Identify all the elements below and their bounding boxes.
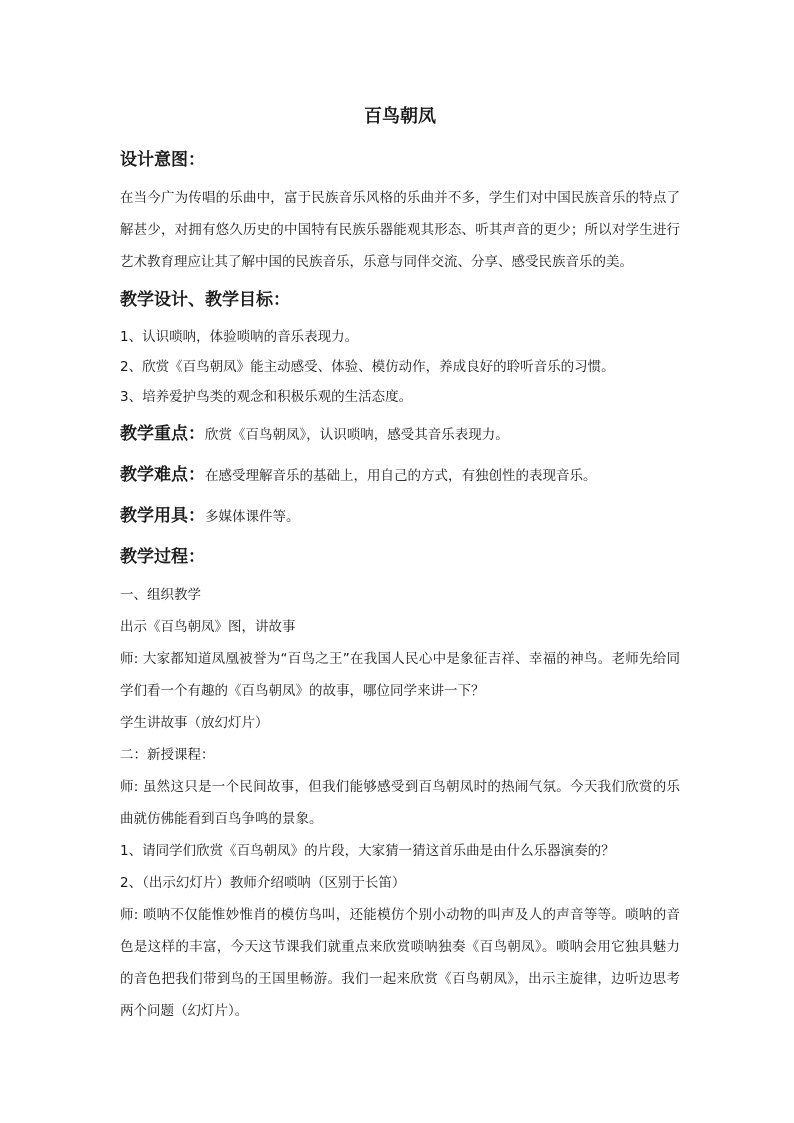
difficulty-label: 教学难点： — [120, 465, 205, 485]
document-title: 百鸟朝凤 — [364, 106, 436, 127]
design-intent-heading: 设计意图： — [120, 150, 205, 170]
process-line-3: 师: 大家都知道凤凰被誉为“百鸟之王”在我国人民心中是象征吉祥、幸福的神鸟。老师先给同学们看一个有趣的《百鸟朝凤》的故事，哪位同学来讲一下？ — [120, 651, 680, 699]
process-line-6: 师: 虽然这只是一个民间故事，但我们能够感受到百鸟朝凤时的热闹气氛。今天我们欣赏的乐曲就仿佛能看到百鸟争鸣的景象。 — [120, 779, 680, 827]
key-point-label: 教学重点： — [120, 424, 205, 444]
design-intent-paragraph: 在当今广为传唱的乐曲中，富于民族音乐风格的乐曲并不多，学生们对中国民族音乐的特点了解甚少，对拥有悠久历史的中国特有民族乐器能观其形态、听其声音的更少；所以对学生进行艺术教育理应让其了解中国的民族音乐，乐意与同伴交流、分享、感受民族音乐的美。 — [120, 190, 680, 270]
process-line-4: 学生讲故事（放幻灯片） — [120, 715, 269, 731]
key-point-section — [120, 422, 680, 447]
process-line-9: 师: 唢呐不仅能惟妙惟肖的模仿鸟叫，还能模仿个别小动物的叫声及人的声音等等。唢呐的音色是这样的丰富，今天这节课我们就重点来欣赏唢呐独奏《百鸟朝凤》。唢呐会用它独具魅力的音色把我们带到鸟的王国里畅游。我们一起来欣赏《百鸟朝凤》，出示主旋律，边听边思考两个问题（幻灯片）。 — [120, 907, 680, 1019]
process-line-1: 一、组织教学 — [120, 587, 201, 603]
process-line-2: 出示《百鸟朝凤》图，讲故事 — [120, 619, 296, 635]
process-heading: 教学过程： — [120, 547, 205, 567]
key-point-text: 欣赏《百鸟朝凤》，认识唢呐，感受其音乐表现力。 — [205, 427, 509, 443]
tools-label: 教学用具： — [120, 506, 205, 526]
goal-item-2: 2、欣赏《百鸟朝凤》能主动感受、体验、模仿动作，养成良好的聆听音乐的习惯。 — [120, 359, 615, 375]
goal-item-3: 3、培养爱护鸟类的观念和积极乐观的生活态度。 — [120, 389, 413, 405]
tools-section — [120, 504, 680, 529]
tools-text: 多媒体课件等。 — [205, 509, 300, 525]
difficulty-section — [120, 463, 680, 488]
document-body — [120, 104, 680, 1027]
goal-item-1: 1、认识唢呐，体验唢呐的音乐表现力。 — [120, 329, 359, 345]
process-line-7: 1、请同学们欣赏《百鸟朝凤》的片段，大家猜一猜这首乐曲是由什么乐器演奏的？ — [120, 843, 615, 859]
difficulty-text: 在感受理解音乐的基础上，用自己的方式，有独创性的表现音乐。 — [205, 468, 597, 484]
process-line-5: 二：新授课程： — [120, 747, 215, 763]
teaching-goals-heading: 教学设计、教学目标： — [120, 290, 290, 310]
process-line-8: 2、（出示幻灯片）教师介绍唢呐（区别于长笛） — [120, 875, 406, 891]
